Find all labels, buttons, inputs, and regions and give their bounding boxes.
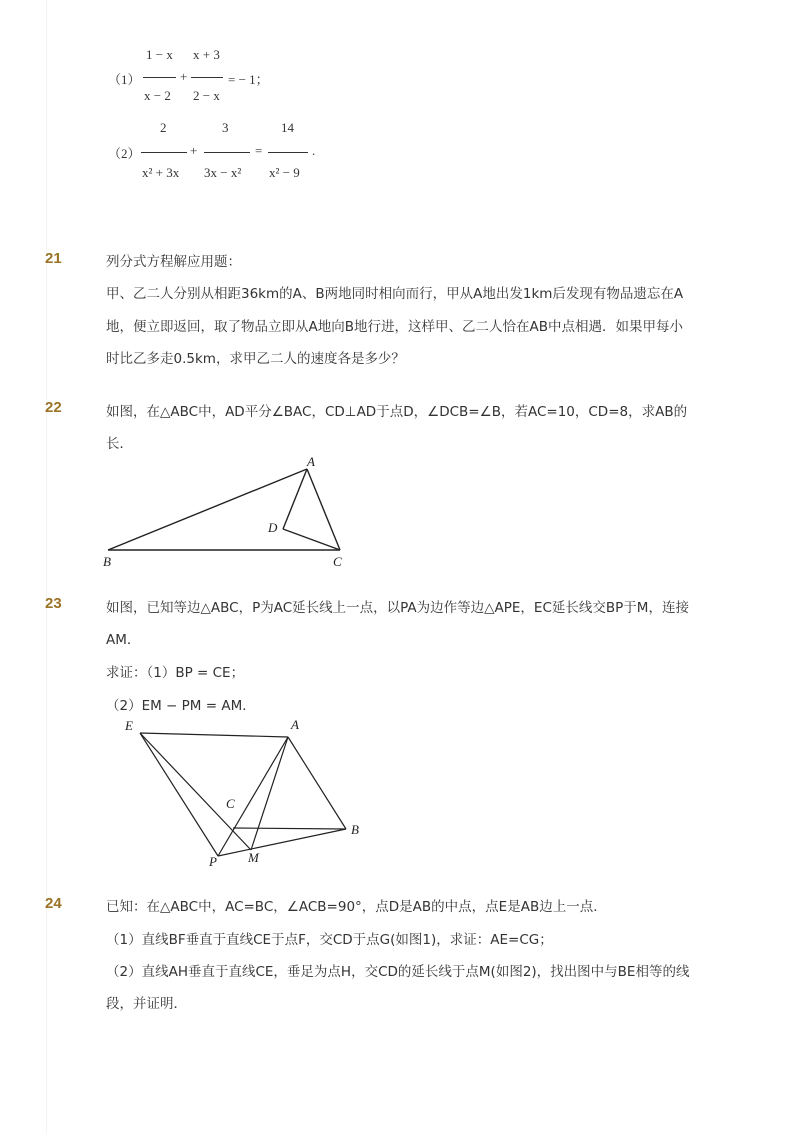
question-text-line: 地，便立即返回，取了物品立即从A地向B地行进，这样甲、乙二人恰在AB中点相遇．如果甲每小 — [106, 319, 683, 335]
segment-pb — [218, 829, 346, 856]
equation-2-frac3-denominator: x² − 9 — [269, 165, 300, 180]
question-text-line: 段，并证明． — [106, 996, 187, 1012]
point-label-b: B — [351, 822, 359, 837]
equation-2-frac2-denominator: 3x − x² — [204, 165, 242, 180]
equation-2-frac1-denominator: x² + 3x — [142, 165, 180, 180]
equation-2-frac1-numerator: 2 — [160, 120, 167, 135]
segment-em — [140, 733, 251, 850]
question-number: 22 — [45, 399, 62, 416]
point-label-d: D — [268, 520, 278, 535]
segment-ea — [140, 733, 288, 737]
equation-1-frac1-denominator: x − 2 — [144, 88, 171, 103]
equation-2-end: . — [312, 143, 316, 158]
equals-sign: = — [255, 143, 263, 158]
segment-am — [251, 737, 288, 850]
equation-2-frac2-numerator: 3 — [222, 120, 229, 135]
question-text-line: 如图，已知等边△ABC，P为AC延长线上一点，以PA为边作等边△APE，EC延长线交BP于M，连接 — [106, 600, 689, 616]
equation-1-frac2-numerator: x + 3 — [193, 47, 220, 62]
point-label-b: B — [103, 554, 111, 569]
point-label-p: P — [209, 854, 217, 869]
question-text-line: 长． — [106, 436, 133, 452]
point-label-a: A — [291, 717, 299, 732]
equation-1-frac1-numerator: 1 − x — [146, 47, 173, 62]
equation-2-frac3-numerator: 14 — [281, 120, 294, 135]
equation-1-frac2-denominator: 2 − x — [193, 88, 220, 103]
question-text-line: （2）EM − PM = AM． — [106, 698, 256, 714]
plus-sign: + — [190, 143, 198, 158]
question-text-line: （1）直线BF垂直于直线CE于点F，交CD于点G(如图1)，求证：AE=CG； — [106, 932, 553, 948]
equation-2-label: （2） — [108, 146, 141, 161]
question-text-line: AM． — [106, 632, 141, 648]
question-number: 21 — [45, 250, 62, 267]
point-label-c: C — [226, 796, 235, 811]
question-number: 24 — [45, 895, 62, 912]
segment-cb — [233, 828, 346, 829]
question-text-line: 甲、乙二人分别从相距36km的A、B两地同时相向而行，甲从A地出发1km后发现有物品遗忘在A — [106, 286, 684, 302]
equation-1-label: （1） — [108, 72, 141, 87]
question-text-line: 列分式方程解应用题： — [106, 254, 241, 270]
question-text-line: 已知：在△ABC中，AC=BC，∠ACB=90°，点D是AB的中点，点E是AB边上一点． — [106, 899, 607, 915]
point-label-c: C — [333, 554, 342, 569]
question-text-line: 求证：（1）BP = CE； — [106, 665, 245, 681]
point-label-m: M — [248, 850, 259, 865]
point-label-a: A — [307, 454, 315, 469]
segment-ep — [140, 733, 218, 856]
question-number: 23 — [45, 595, 62, 612]
equation-1-rhs: = − 1； — [228, 72, 269, 87]
question-text-line: 如图，在△ABC中，AD平分∠BAC，CD⊥AD于点D，∠DCB=∠B，若AC=10，CD=8，求AB的 — [106, 404, 688, 420]
plus-sign: + — [180, 69, 188, 84]
point-label-e: E — [125, 718, 133, 733]
question-text-line: （2）直线AH垂直于直线CE，垂足为点H，交CD的延长线于点M(如图2)，找出图中与BE相等的线 — [106, 964, 690, 980]
question-text-line: 时比乙多走0.5km，求甲乙二人的速度各是多少？ — [106, 351, 405, 367]
segment-ab — [288, 737, 346, 829]
